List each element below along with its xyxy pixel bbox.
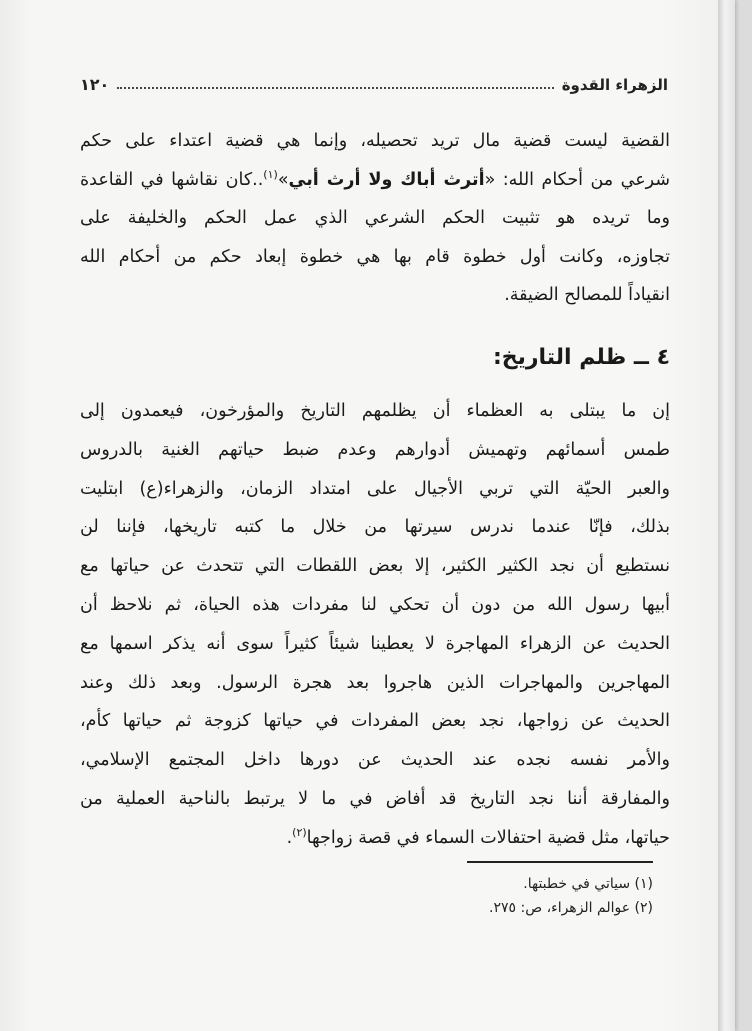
paragraph-2-line: الحديث عن زواجها، نجد بعض المفردات في حياتها كزوجة ثم حياتها كأم، [80, 711, 670, 732]
paragraph-2-line: والمفارقة أننا نجد التاريخ قد أفاض في ما لا يرتبط بالناحية العملية من [80, 788, 670, 809]
page-number: ١٢٠ [80, 75, 110, 94]
paragraph-2-last-text: حياتها، مثل قضية احتفالات السماء في قصة زواجها [306, 827, 670, 848]
footnotes [93, 872, 653, 920]
paragraph-2-line: والعبر الحيّة التي تربي الأجيال على امتداد الزمان، والزهراء(ع) ابتليت [80, 478, 670, 499]
footnote-divider [467, 861, 653, 863]
paragraph-2-line: بذلك، فإنّا عندما ندرس سيرتها من خلال ما كتبه تاريخها، فإننا لن [80, 517, 670, 538]
footnote-2: (٢) عوالم الزهراء، ص: ٢٧٥. [489, 900, 653, 916]
quoted-hadith: أترث أباك ولا أرث أبي [288, 169, 485, 190]
paragraph-2-line-last [80, 819, 670, 858]
page-edge [718, 0, 735, 1031]
paragraph-2-line: إن ما يبتلى به العظماء أن يظلمهم التاريخ والمؤرخون، فيعمدون إلى [80, 401, 670, 421]
running-header-title: الزهراء القدوة [561, 76, 668, 94]
paragraph-2 [80, 392, 670, 858]
running-header [80, 72, 668, 94]
paragraph-1-line: وما تريده هو تثبيت الحكم الشرعي الذي عمل الحكم والخليفة على [80, 208, 670, 228]
footnote-ref-2: (٢) [292, 825, 307, 839]
footnote-ref-1: (١) [263, 167, 278, 181]
paragraph-2-line: طمس أسمائهم وتهميش أدوارهم وعدم ضبط حياتهم الغنية بالدروس [80, 439, 670, 460]
paragraph-1-line: انقياداً للمصالح الضيقة. [504, 285, 670, 305]
header-dot-leader [117, 87, 553, 89]
section-heading: ٤ ــ ظلم التاريخ: [492, 345, 670, 370]
paragraph-2-final-period: . [286, 827, 293, 848]
quote-suffix: ..كان نقاشها في القاعدة [80, 169, 264, 190]
footnote-1: (١) سياتي في خطبتها. [523, 876, 653, 892]
paragraph-2-line: الحديث عن الزهراء المهاجرة لا يعطينا شيئاً كثيراً سوى أنه يذكر اسمها مع [80, 633, 670, 654]
paragraph-2-line: أبيها رسول الله من دون أن تحكي لنا مفردات هذه الحياة، ثم نلاحظ أن [80, 594, 670, 615]
paragraph-2-line: نستطيع أن نجد الكثير الكثير، إلا بعض اللقطات التي تتحدث عن حياتها مع [80, 556, 670, 577]
quote-prefix: شرعي من أحكام الله: « [484, 169, 670, 190]
paragraph-1-line-quote [80, 161, 670, 200]
paragraph-2-line: المهاجرين والمهاجرات الذين هاجروا بعد هجرة الرسول. وبعد ذلك وعند [80, 672, 670, 693]
paragraph-1-line: القضية ليست قضية مال تريد تحصيله، وإنما هي قضية اعتداء على حكم [80, 131, 670, 151]
paragraph-1 [80, 122, 670, 315]
paragraph-2-line: والأمر نفسه نجده عند الحديث عن دورها داخل المجتمع الإسلامي، [80, 750, 670, 771]
paragraph-1-line: تجاوزه، وكانت أول خطوة قام بها هي خطوة إبعاد حكم من أحكام الله [80, 246, 670, 267]
quote-close: » [277, 169, 289, 190]
